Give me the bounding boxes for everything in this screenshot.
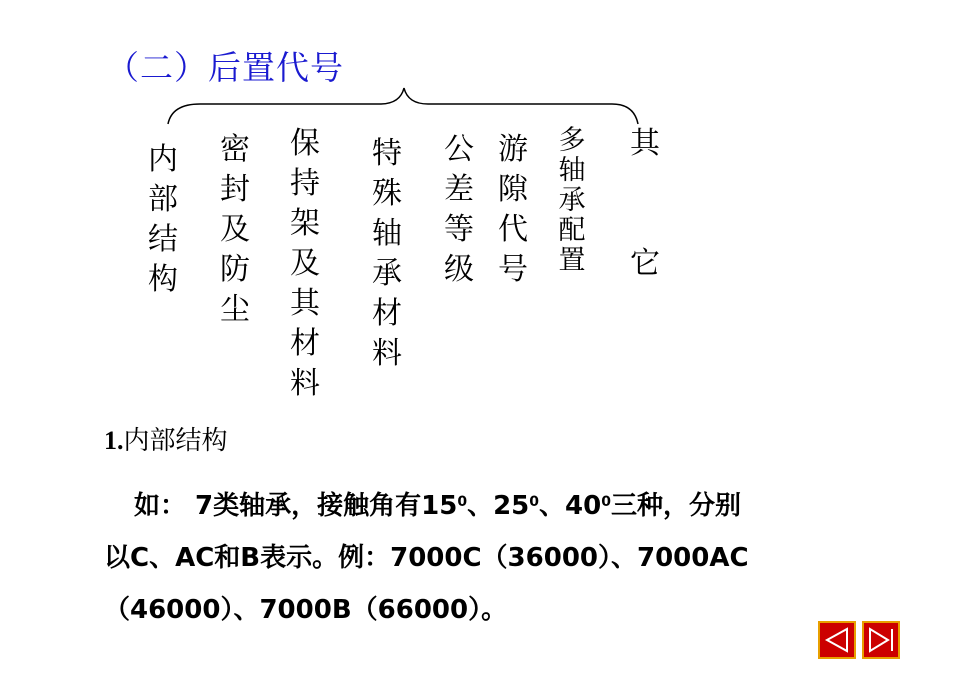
line1-part-d: 三种，分别 (610, 491, 741, 521)
next-slide-button[interactable] (862, 621, 900, 659)
line1-part-b: 、25 (467, 491, 530, 521)
body-paragraph (104, 480, 864, 636)
line1-part-a: 如： 7类轴承，接触角有15 (134, 491, 458, 521)
degree-superscript: 0 (601, 494, 611, 510)
section-title: 内部结构 (123, 426, 228, 456)
column-cage-material: 保 持 架 及 其 材 料 (290, 126, 320, 401)
paragraph-line-1 (104, 480, 864, 532)
column-clearance-code: 游 隙 代 号 (498, 132, 528, 287)
section-number: 1. (104, 426, 124, 455)
paragraph-line-3: （46000）、7000B（66000）。 (104, 595, 508, 625)
column-special-material: 特 殊 轴 承 材 料 (372, 136, 402, 371)
column-tolerance-grade: 公 差 等 级 (444, 132, 474, 287)
page-title: （二）后置代号 (106, 48, 344, 87)
column-seal-dustproof: 密 封 及 防 尘 (220, 132, 250, 327)
section-heading (104, 420, 228, 457)
column-other: 其 它 (630, 126, 660, 281)
previous-slide-button[interactable] (818, 621, 856, 659)
triangle-left-icon (820, 623, 854, 657)
degree-superscript: 0 (457, 494, 468, 510)
column-internal-structure: 内 部 结 构 (148, 142, 178, 297)
degree-superscript: 0 (529, 494, 540, 510)
curly-brace (0, 0, 980, 140)
line1-part-c: 、40 (539, 491, 602, 521)
column-multi-bearing: 多 轴 承 配 置 (558, 125, 586, 276)
triangle-right-bar-icon (864, 623, 898, 657)
paragraph-line-2: 以C、AC和B表示。例：7000C（36000）、7000AC (104, 543, 749, 573)
